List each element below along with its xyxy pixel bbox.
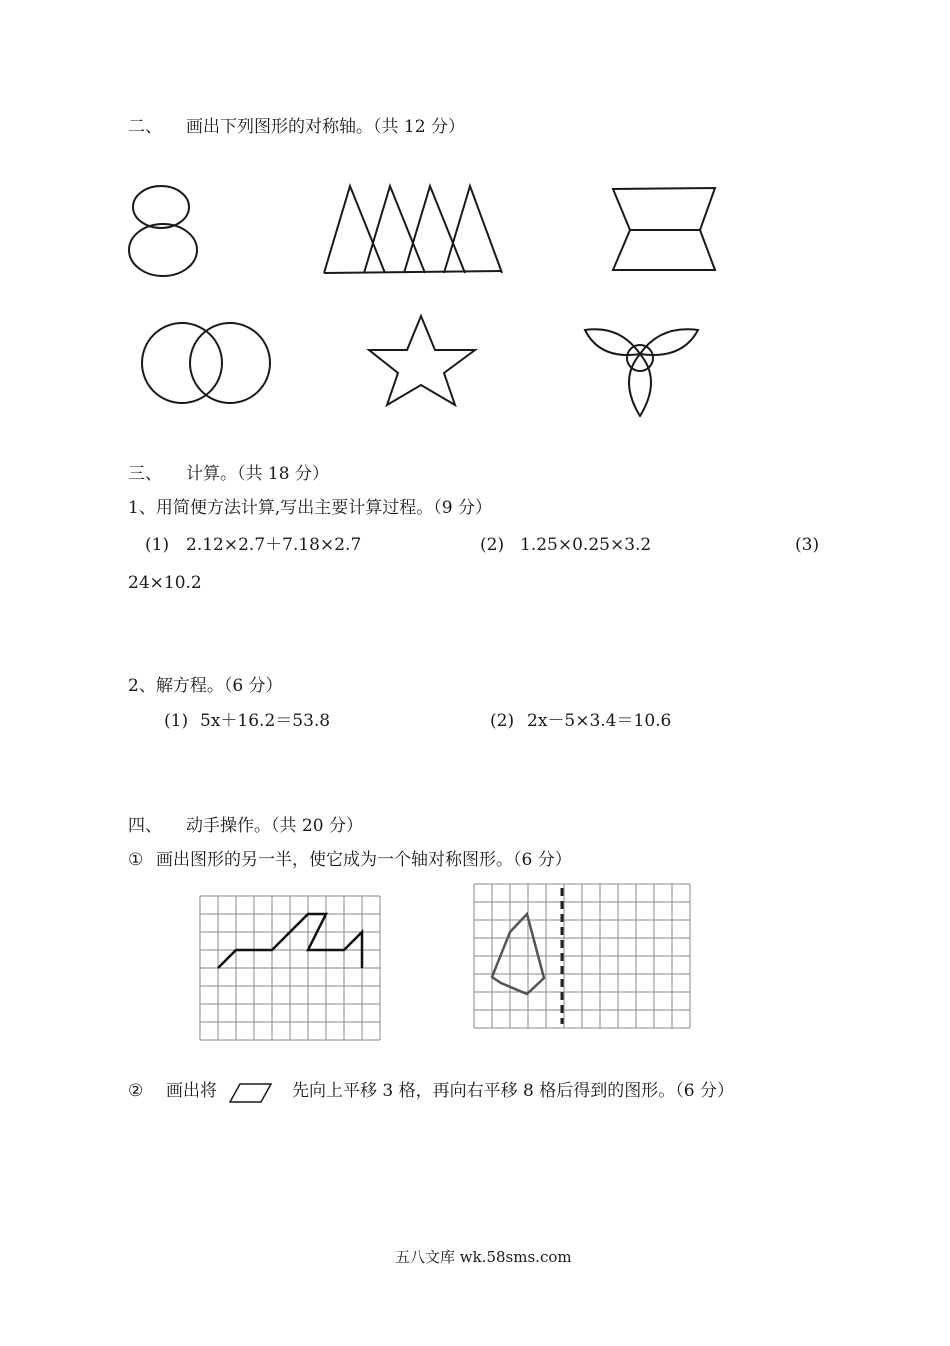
- calc-q1-item1-num: (1): [145, 535, 170, 555]
- operation-q2-text-before: 画出将: [166, 1081, 217, 1101]
- calc-q1-item1-expr: 2.12×2.7＋7.18×2.7: [186, 535, 362, 555]
- section2-number: 二、: [128, 117, 162, 137]
- calc-q2-item2-expr: 2x－5×3.4＝10.6: [527, 711, 672, 731]
- calc-q2-label: 2、解方程。（6 分）: [128, 676, 283, 696]
- calc-q1-item2-num: (2): [480, 535, 505, 555]
- figure-eight-shape: [125, 180, 205, 280]
- section3-number: 三、: [128, 464, 162, 484]
- operation-q1-marker: ①: [128, 850, 144, 870]
- figure-double-trapezoid: [608, 182, 720, 277]
- grid-right: [472, 882, 692, 1028]
- operation-q1-text: 画出图形的另一半，使它成为一个轴对称图形。（6 分）: [156, 850, 572, 870]
- section4-title: 动手操作。（共 20 分）: [186, 816, 363, 836]
- footer-watermark: 五八文库 wk.58sms.com: [395, 1248, 572, 1266]
- calc-q2-item1-num: (1): [164, 711, 189, 731]
- calc-q2-item1-expr: 5x＋16.2＝53.8: [200, 711, 331, 731]
- figure-star: [365, 312, 480, 409]
- calc-q1-item3-expr: 24×10.2: [128, 573, 202, 593]
- grid-left: [198, 893, 384, 1041]
- section3-title: 计算。（共 18 分）: [186, 464, 329, 484]
- figure-two-circles: [140, 318, 275, 410]
- half-figure-right: [492, 914, 544, 994]
- calc-q1-label: 1、用简便方法计算,写出主要计算过程。（9 分）: [128, 498, 492, 518]
- calc-q2-item2-num: (2): [490, 711, 515, 731]
- section4-number: 四、: [128, 816, 162, 836]
- calc-q1-item2-expr: 1.25×0.25×3.2: [520, 535, 652, 555]
- section2-title: 画出下列图形的对称轴。（共 12 分）: [186, 117, 465, 137]
- figure-trefoil: [580, 320, 705, 420]
- figure-overlapping-triangles: [320, 180, 510, 280]
- parallelogram-icon: [228, 1082, 274, 1104]
- operation-q2-marker: ②: [128, 1081, 144, 1101]
- calc-q1-item3-num: (3): [795, 535, 820, 555]
- operation-q2-text-after: 先向上平移 3 格，再向右平移 8 格后得到的图形。（6 分）: [292, 1081, 734, 1101]
